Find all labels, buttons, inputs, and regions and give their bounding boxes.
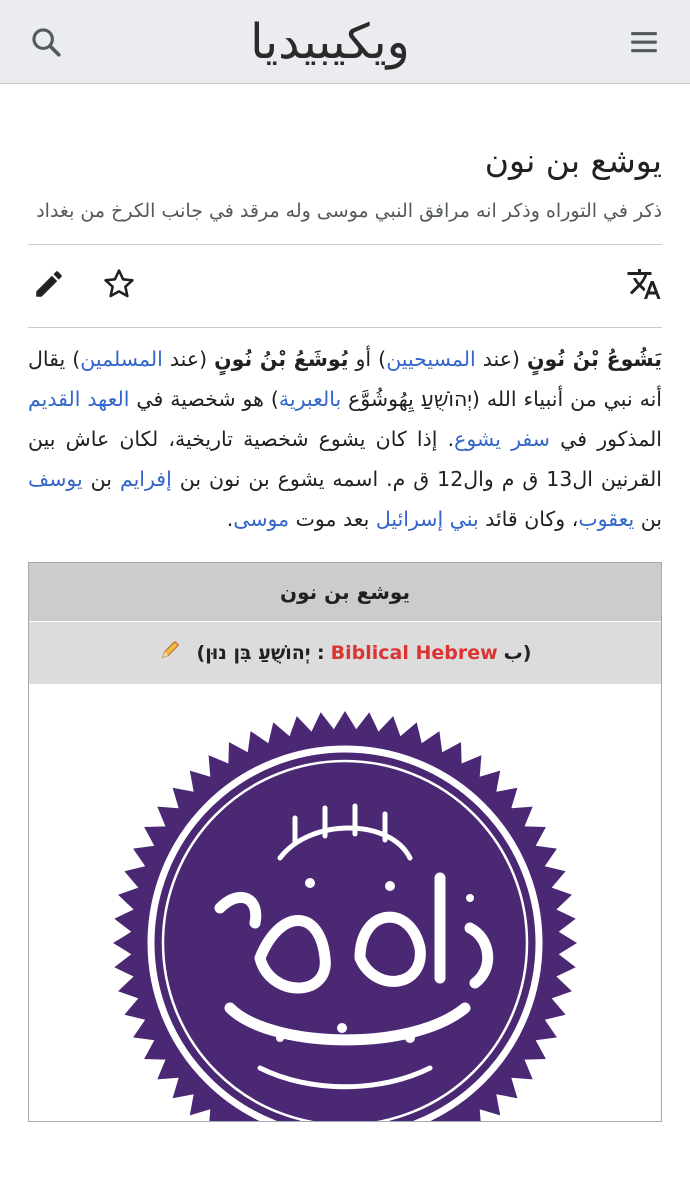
native-prefix: (ب — [503, 641, 532, 664]
page-title: يوشع بن نون — [484, 141, 662, 180]
link-moses[interactable]: موسى — [233, 507, 290, 532]
link-christians[interactable]: المسيحيين — [386, 347, 476, 372]
infobox-image[interactable] — [29, 684, 661, 1122]
pencil-emoji-icon[interactable] — [159, 639, 181, 666]
lead-text: بن — [82, 467, 120, 492]
edit-pencil-icon[interactable] — [32, 267, 66, 305]
lead-text: ) يقال أنه نبي من أنبياء الله (יְהוֹשֻׁעַ يِهُوشُوَّع — [28, 347, 663, 412]
lead-paragraph — [28, 340, 662, 540]
lead-text: (عند — [475, 347, 527, 372]
native-value: : יְהוֹשֻׁעַ בִּן נוּן) — [196, 641, 325, 664]
link-hebrew[interactable]: بالعبرية — [278, 387, 342, 412]
hamburger-menu-icon[interactable] — [624, 22, 664, 62]
lead-text: بعد موت — [289, 507, 376, 532]
lead-text: . — [226, 507, 234, 532]
translate-icon[interactable] — [626, 266, 662, 306]
lead-text: (عند — [162, 347, 215, 372]
lead-text: بن — [634, 507, 662, 532]
lead-text: المذكور في — [549, 427, 663, 452]
link-israelites[interactable]: بني إسرائيل — [375, 507, 479, 532]
lead-text: ، وكان قائد — [478, 507, 579, 532]
link-ephraim[interactable]: إفرايم — [119, 467, 172, 492]
link-jacob[interactable]: يعقوب — [578, 507, 635, 532]
infobox-heading: يوشع بن نون — [29, 563, 661, 622]
native-language-link[interactable]: Biblical Hebrew — [330, 641, 498, 664]
lead-text: ) أو — [348, 347, 387, 372]
lead-text: ) هو شخصية في — [129, 387, 279, 412]
star-watch-icon[interactable] — [102, 267, 136, 305]
page-subtitle: ذكر في التوراه وذكر انه مرافق النبي موسى وله مرقد في جانب الكرخ من بغداد — [36, 199, 662, 222]
name-christian: يَشُوعُ بْنُ نُونٍ — [527, 347, 662, 372]
link-old-testament[interactable]: العهد القديم — [28, 387, 130, 412]
site-wordmark[interactable]: ويكيبيديا — [250, 13, 410, 70]
page-actions — [28, 245, 662, 327]
infobox-native-name — [29, 622, 661, 684]
calligraphy-seal-icon — [110, 708, 580, 1122]
link-muslims[interactable]: المسلمين — [80, 347, 163, 372]
link-joseph[interactable]: يوسف — [28, 467, 83, 492]
lead-text: . إذا كان يشوع شخصية تاريخية، لكان عاش بين القرنين ال13 ق م وال12 ق م. اسمه يشوع بن نون بن — [28, 427, 663, 492]
search-icon[interactable] — [26, 22, 66, 62]
link-book-of-joshua[interactable]: سفر يشوع — [454, 427, 550, 452]
article-content — [0, 140, 690, 1122]
infobox — [28, 562, 662, 1122]
actions-divider — [28, 327, 662, 328]
name-muslim: يُوشَعُ بْنُ نُونٍ — [214, 347, 349, 372]
top-bar — [0, 0, 690, 84]
